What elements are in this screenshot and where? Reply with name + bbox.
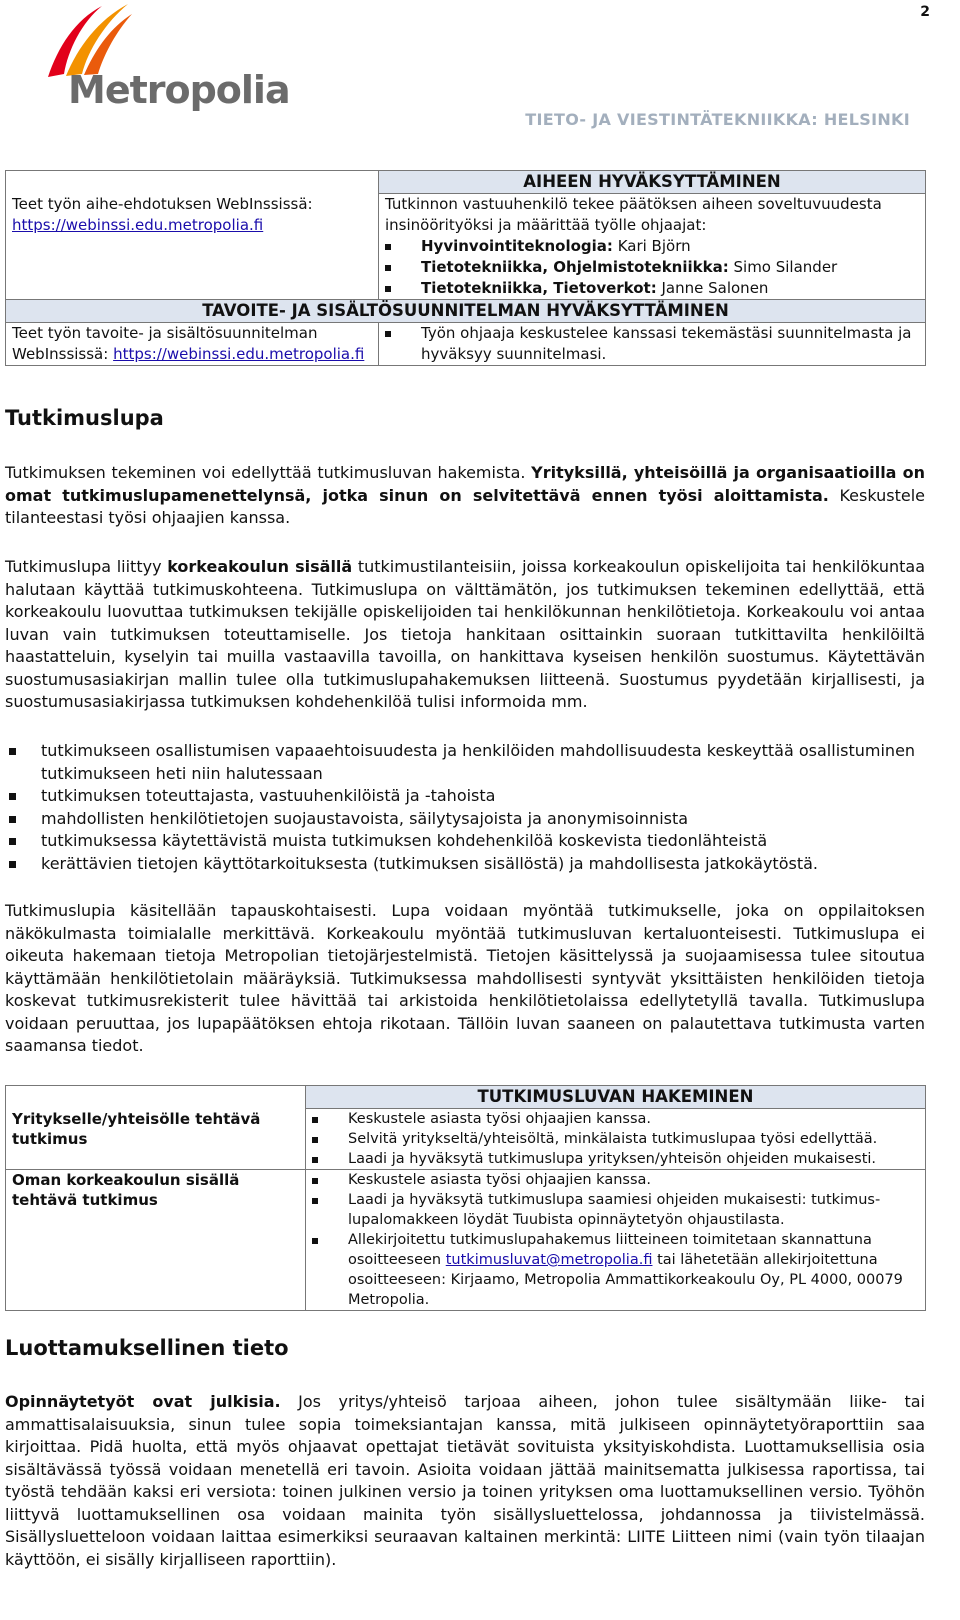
paragraph-3: Tutkimuslupia käsitellään tapauskohtaisesti. Lupa voidaan myöntää tutkimukselle, joka on oppilaitoksen näkökulmasta toimialalle merkittävä. Korkeakoulu myöntää tutkimusluvan kertaluonteisesti. Tutkimuslupa ei oikeuta hakemaan tietoja Metropolian tietojärjestelmistä. Tietojen käsittelyssä ja suojaamisessa tulee sitoutua käyttämään henkilötietolain määräyksiä. Tutkimuksessa mahdollisesti syntyvät yksittäisten henkilöiden tietoja koskevat tutkimusrekisterit tulee hävittää tai arkistoida henkilötietolaissa edellytetyllä tavalla. Tutkimuslupa voidaan peruuttaa, jos lupapäätöksen ehtoja rikotaan. Tällöin luvan saaneen on palautettava tutkimusta varten saamansa tiedot.: [5, 901, 925, 1055]
paragraph-1: Tutkimuksen tekeminen voi edellyttää tutkimusluvan hakemista. Yrityksillä, yhteisöillä ja organisaatioilla on omat tutkimuslupamenettelynsä, jotka sinun on selvitettävä ennen työsi aloittamista. Keskustele tilanteestasi työsi ohjaajien kanssa.: [5, 463, 926, 527]
list-item: Selvitä yritykseltä/yhteisöltä, minkälaista tutkimuslupaa työsi edellyttää.: [312, 1129, 919, 1149]
supervisor-list: [385, 236, 919, 299]
topic-right-cell: [379, 194, 926, 300]
list-item: Keskustele asiasta työsi ohjaajien kanssa.: [312, 1109, 919, 1129]
topic-right-intro: Tutkinnon vastuuhenkilö tekee päätöksen aiheen soveltuvuudesta insinöörityöksi ja määrittää työlle ohjaajat:: [385, 195, 882, 234]
plan-left-text: Teet työn tavoite- ja sisältösuunnitelman WebInssissä:: [12, 324, 318, 363]
list-item: tutkimuksen toteuttajasta, vastuuhenkilöistä ja -tahoista: [5, 785, 925, 808]
row1-content: [306, 1109, 926, 1170]
row2-label: Oman korkeakoulun sisällä tehtävä tutkimus: [6, 1170, 306, 1311]
webinssi-link-2[interactable]: https://webinssi.edu.metropolia.fi: [113, 345, 365, 363]
list-item: Laadi ja hyväksytä tutkimuslupa yrityksen/yhteisön ohjeiden mukaisesti.: [312, 1149, 919, 1169]
informing-list: [5, 740, 925, 875]
list-item: Allekirjoitettu tutkimuslupahakemus liitteineen toimitetaan skannattuna osoitteeseen tutkimusluvat@metropolia.fi tai lähetetään allekirjoitettuna osoitteeseen: Kirjaamo, Metropolia Ammattikorkeakoulu Oy, PL 4000, 00079 Metropolia.: [312, 1230, 919, 1310]
plan-approval-header: TAVOITE- JA SISÄLTÖSUUNNITELMAN HYVÄKSYTTÄMINEN: [6, 300, 926, 323]
row2-content: [306, 1170, 926, 1311]
approval-table: [5, 170, 926, 366]
plan-right-item: Työn ohjaaja keskustelee kanssasi tekemästäsi suunnitelmasta ja hyväksyy suunnitelmasi.: [385, 323, 919, 365]
logo-wordmark: Metropolia: [68, 68, 290, 112]
permit-header-left: [6, 1086, 306, 1109]
row1-label: Yritykselle/yhteisölle tehtävä tutkimus: [6, 1109, 306, 1170]
plan-right-cell: [379, 323, 926, 366]
topic-left-cell: [6, 194, 379, 300]
approval-topic-left-top: [6, 171, 379, 194]
page-number: 2: [920, 4, 930, 20]
plan-left-cell: [6, 323, 379, 366]
email-link[interactable]: tutkimusluvat@metropolia.fi: [445, 1252, 653, 1268]
supervisor-item: Tietotekniikka, Tietoverkot: Janne Salonen: [385, 278, 919, 299]
topic-left-text: Teet työn aihe-ehdotuksen WebInssissä:: [12, 194, 313, 213]
paragraph-4: Opinnäytetyöt ovat julkisia. Jos yritys/yhteisö tarjoaa aiheen, johon tulee sisältymään liike- tai ammattisalaisuuksia, sinun tulee sopia toimeksiantajan kanssa, mitä julkiseen opinnäytetyöraporttiin saa kirjoittaa. Pidä huolta, että myös ohjaavat opettajat tietävät sovituista yksityiskohdista. Luottamuksellisia osia sisältävässä työssä voidaan menetellä eri tavoin. Asioita voidaan jättää mainitsematta julkisessa raportissa, tai työstä tehdään kaksi eri versiota: toinen julkinen versio ja toinen yrityksen oma luottamuksellinen versio. Työhön liittyvä luottamuksellinen osa voidaan mainita työn sisällysluettelossa, johdannossa ja tiivistelmässä. Sisällysluetteloon voidaan laittaa esimerkiksi seuraavan kaltainen merkintä: LIITE Liitteen nimi (vain työn tilaajan käyttöön, ei sisälly kirjalliseen raporttiin).: [5, 1392, 925, 1569]
section-heading-luottamuksellinen: Luottamuksellinen tieto: [5, 1336, 289, 1360]
supervisor-item: Tietotekniikka, Ohjelmistotekniikka: Simo Silander: [385, 257, 919, 278]
list-item: tutkimukseen osallistumisen vapaaehtoisuudesta ja henkilöiden mahdollisuudesta keskeyttää osallistuminen tutkimukseen heti niin halutessaan: [5, 740, 925, 785]
list-item: mahdollisten henkilötietojen suojaustavoista, säilytysajoista ja anonymisoinnista: [5, 808, 925, 831]
webinssi-link[interactable]: https://webinssi.edu.metropolia.fi: [12, 215, 264, 234]
metropolia-logo: [40, 2, 290, 112]
list-item: kerättävien tietojen käyttötarkoituksesta (tutkimuksen sisällöstä) ja mahdollisesta jatkokäytöstä.: [5, 853, 925, 876]
list-item: Keskustele asiasta työsi ohjaajien kanssa.: [312, 1170, 919, 1190]
list-item: Laadi ja hyväksytä tutkimuslupa saamiesi ohjeiden mukaisesti: tutkimuslupalomakkeen löydät Tuubista opinnäytetyön ohjaustilasta.: [312, 1190, 919, 1230]
department-header: TIETO- JA VIESTINTÄTEKNIIKKA: HELSINKI: [525, 110, 910, 129]
topic-approval-header: AIHEEN HYVÄKSYTTÄMINEN: [379, 171, 926, 194]
paragraph-2: Tutkimuslupa liittyy korkeakoulun sisällä tutkimustilanteisiin, joissa korkeakoulun opiskelijoita tai henkilökuntaa halutaan käyttää tutkimuskohteena. Tutkimuslupa on välttämätön, jos tutkimuksen tekeminen edellyttää, että korkeakoulu luovuttaa tutkimuksen tekijälle opiskelijoiden tai henkilökunnan henkilötietoja. Korkeakoulu voi antaa luvan vain tutkimuksen toteuttamiselle. Jos tietoja hankitaan osittainkin suoraan tutkittavilta henkilöiltä haastatteluin, kyselyin tai muilla vastaavilla tavoilla, on hankittava kyseisen henkilön suostumus. Käytettävän suostumusasiakirjan mallin tulee olla tutkimuslupahakemuksen liitteenä. Suostumus pyydetään kirjallisesti, ja suostumusasiakirjassa tutkimuksen kohdehenkilöä tulisi informoida mm.: [5, 557, 925, 711]
permit-table: [5, 1085, 926, 1311]
permit-header: TUTKIMUSLUVAN HAKEMINEN: [306, 1086, 926, 1109]
supervisor-item: Hyvinvointiteknologia: Kari Björn: [385, 236, 919, 257]
section-heading-tutkimuslupa: Tutkimuslupa: [5, 406, 164, 430]
list-item: tutkimuksessa käytettävistä muista tutkimuksen kohdehenkilöä koskevista tiedonlähteistä: [5, 830, 925, 853]
